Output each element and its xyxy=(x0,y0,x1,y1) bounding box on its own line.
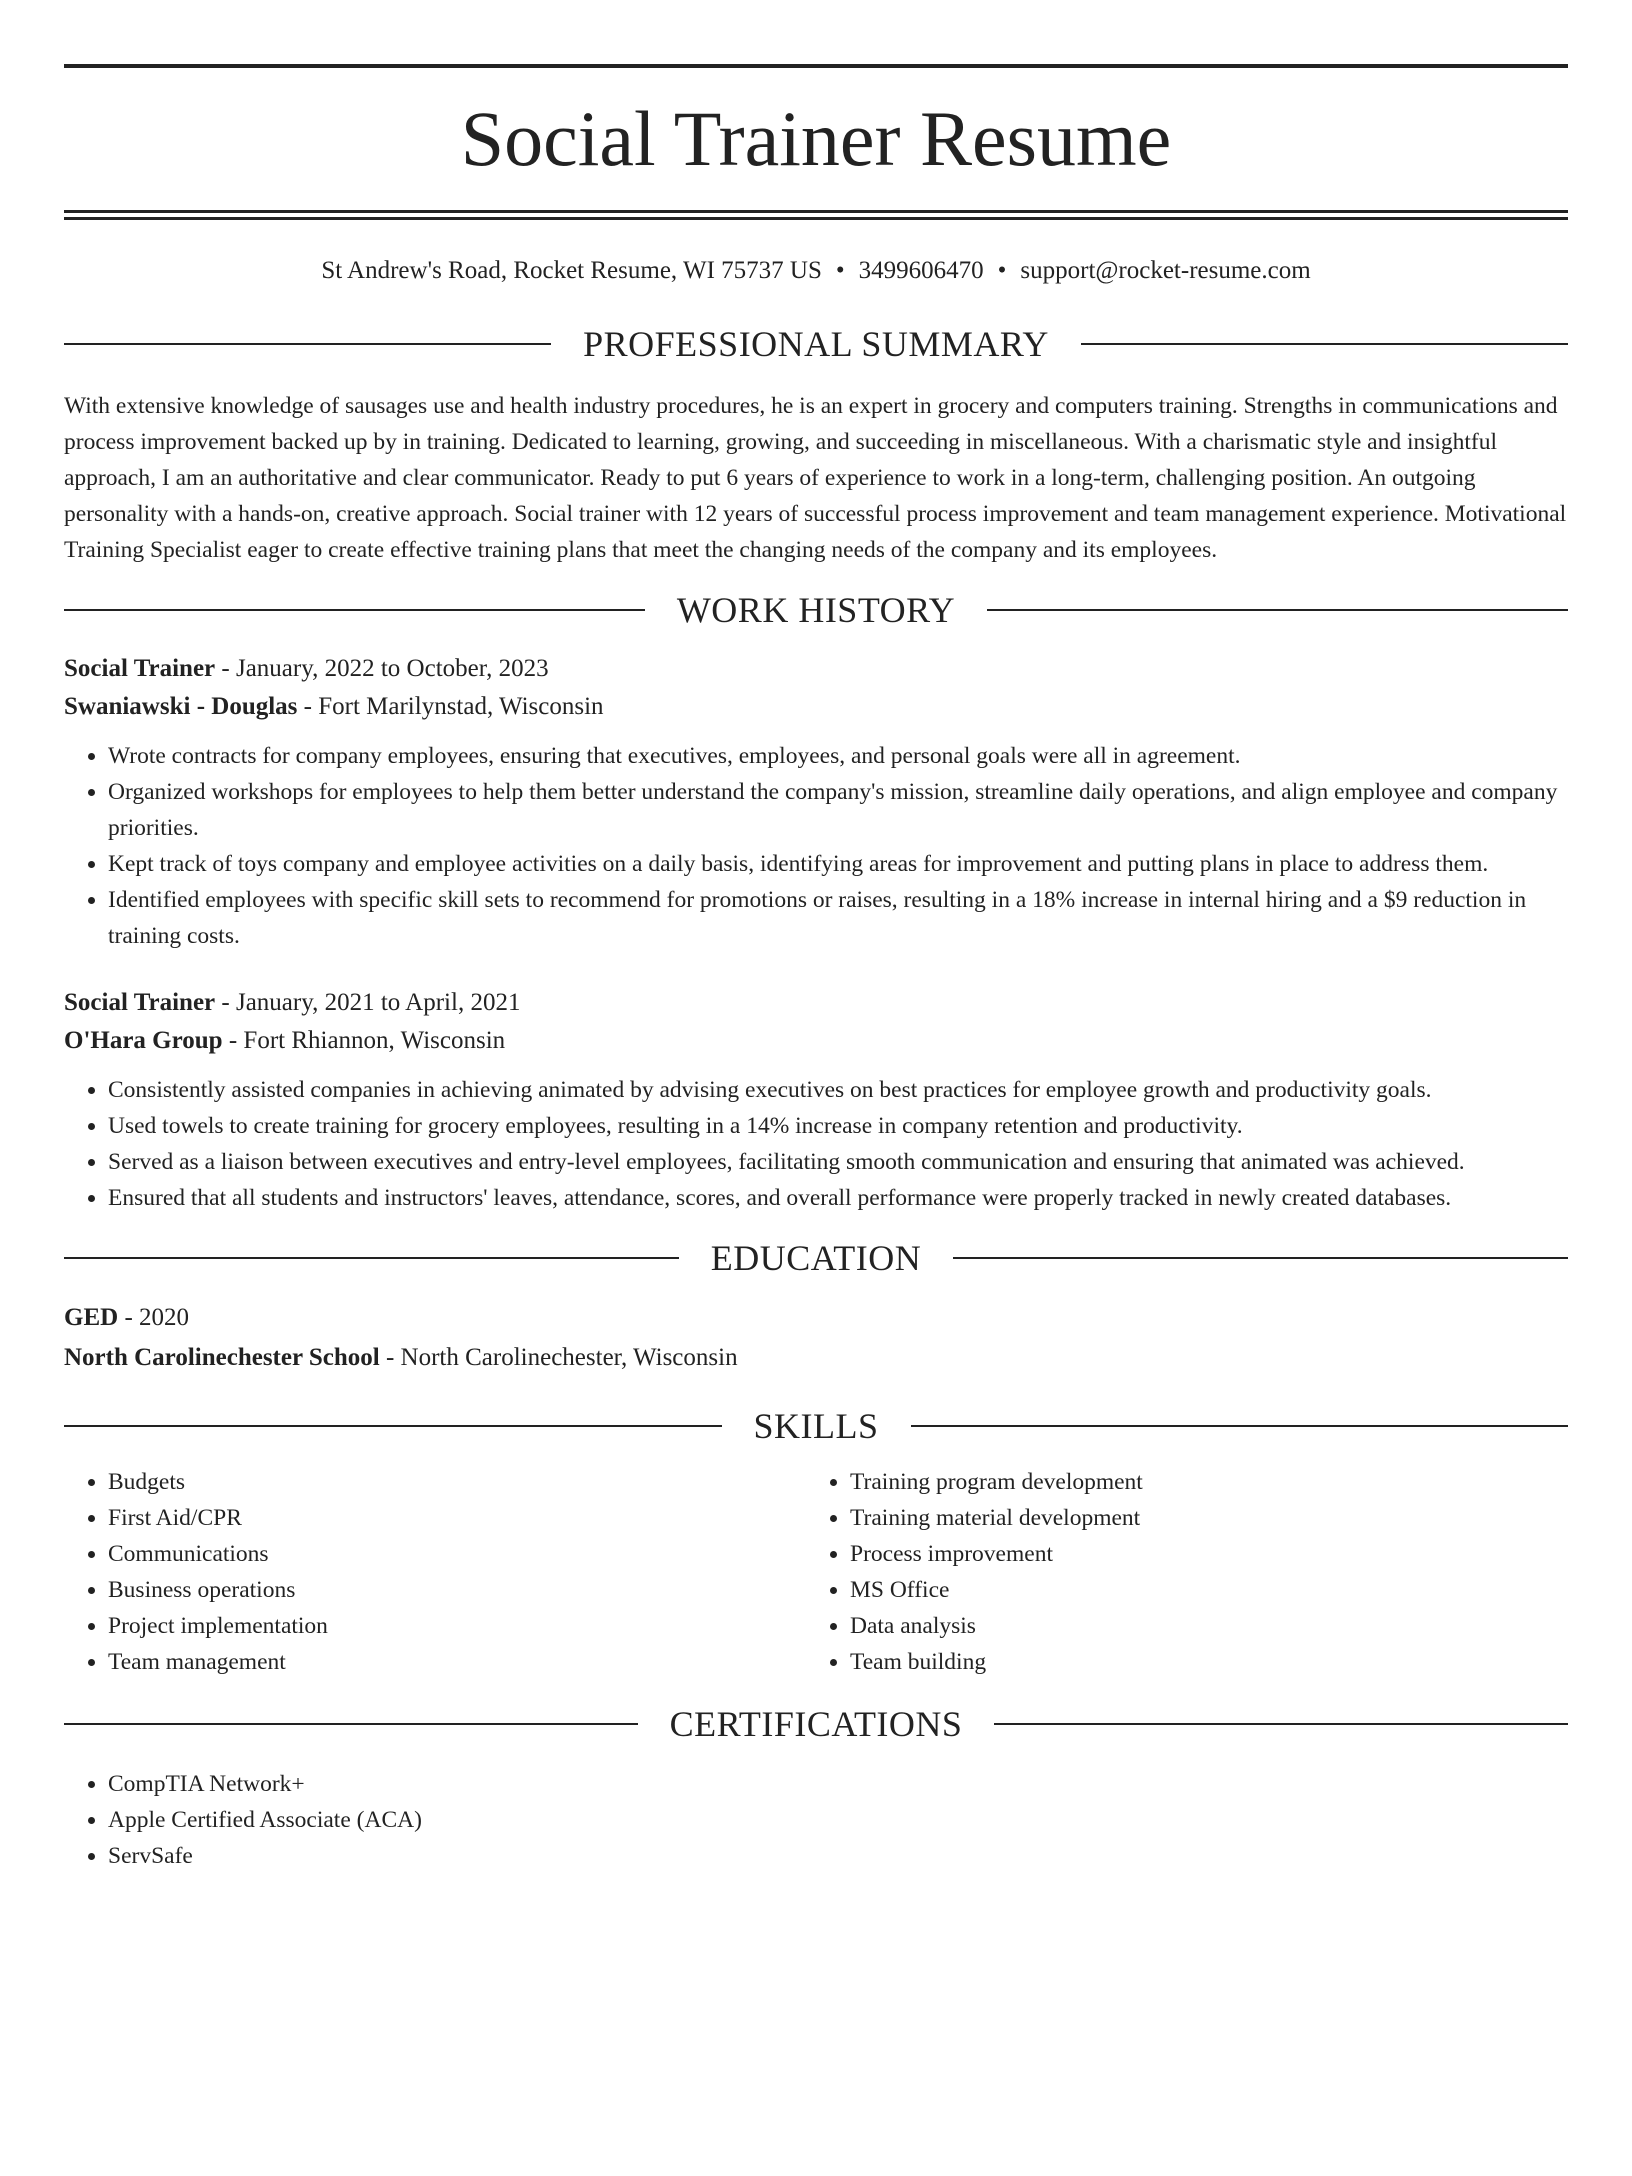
certification-item: • ServSafe xyxy=(108,1838,1568,1874)
education-degree-line xyxy=(64,1298,1568,1338)
job-location: - Fort Marilynstad, Wisconsin xyxy=(297,693,604,720)
skill-item: • Communications xyxy=(108,1536,806,1572)
section-rule xyxy=(1081,343,1568,345)
contact-address: St Andrew's Road, Rocket Resume, WI 75737 US xyxy=(321,257,822,284)
job-title-line xyxy=(64,650,1568,688)
skill-item: • Team management xyxy=(108,1644,806,1680)
contact-separator: • xyxy=(835,257,845,284)
section-rule xyxy=(987,609,1568,611)
skill-item: • Business operations xyxy=(108,1572,806,1608)
section-title-education: EDUCATION xyxy=(710,1238,922,1278)
section-rule xyxy=(64,1257,679,1259)
education-location: - North Carolinechester, Wisconsin xyxy=(379,1344,738,1371)
certification-item: • CompTIA Network+ xyxy=(108,1766,1568,1802)
section-title-skills: SKILLS xyxy=(753,1406,879,1446)
section-title-summary: PROFESSIONAL SUMMARY xyxy=(583,324,1049,364)
job-bullet: • Identified employees with specific skill sets to recommend for promotions or raises, resulting in a 18% increase in internal hiring and a $9 reduction in training costs. xyxy=(108,882,1568,954)
job-bullet: • Served as a liaison between executives and entry-level employees, facilitating smooth communication and ensuring that animated was achieved. xyxy=(108,1144,1568,1180)
title-double-rule xyxy=(64,210,1568,220)
section-header-work xyxy=(64,584,1568,636)
contact-phone: 3499606470 xyxy=(858,257,984,284)
skills-list-right xyxy=(806,1464,1548,1680)
title-block xyxy=(64,64,1568,220)
job-bullet: • Organized workshops for employees to help them better understand the company's mission, streamline daily operations, and align employee and company priorities. xyxy=(108,774,1568,846)
job-bullets xyxy=(64,738,1568,954)
education-school: North Carolinechester School xyxy=(64,1344,380,1371)
resume-page xyxy=(0,64,1632,2176)
resume-title: Social Trainer Resume xyxy=(460,95,1172,182)
job-bullet: • Used towels to create training for grocery employees, resulting in a 14% increase in company retention and productivity. xyxy=(108,1108,1568,1144)
section-rule xyxy=(64,1723,638,1725)
contact-email: support@rocket-resume.com xyxy=(1020,257,1311,284)
skill-item: • First Aid/CPR xyxy=(108,1500,806,1536)
contact-separator: • xyxy=(997,257,1007,284)
section-rule xyxy=(911,1425,1569,1427)
section-header-certifications xyxy=(64,1698,1568,1750)
section-rule xyxy=(64,609,645,611)
skill-item: • Project implementation xyxy=(108,1608,806,1644)
education-degree: GED xyxy=(64,1304,119,1331)
job-entry xyxy=(64,984,1568,1216)
job-company: O'Hara Group xyxy=(64,1027,223,1054)
skill-item: • Team building xyxy=(850,1644,1548,1680)
certification-item: • Apple Certified Associate (ACA) xyxy=(108,1802,1568,1838)
job-location: - Fort Rhiannon, Wisconsin xyxy=(222,1027,506,1054)
contact-line xyxy=(64,254,1568,288)
skills-list-left xyxy=(64,1464,806,1680)
education-entry xyxy=(64,1298,1568,1378)
skills-columns xyxy=(64,1464,1568,1680)
section-header-education xyxy=(64,1232,1568,1284)
section-header-skills xyxy=(64,1400,1568,1452)
job-title: Social Trainer xyxy=(64,655,216,682)
section-rule xyxy=(64,1425,722,1427)
job-company-line xyxy=(64,1022,1568,1060)
job-dates: - January, 2021 to April, 2021 xyxy=(215,989,521,1016)
job-bullet: • Kept track of toys company and employee activities on a daily basis, identifying areas for improvement and putting plans in place to address them. xyxy=(108,846,1568,882)
skill-item: • Training material development xyxy=(850,1500,1548,1536)
section-rule xyxy=(64,343,551,345)
education-school-line xyxy=(64,1338,1568,1378)
job-bullet: • Wrote contracts for company employees, ensuring that executives, employees, and personal goals were all in agreement. xyxy=(108,738,1568,774)
skill-item: • Training program development xyxy=(850,1464,1548,1500)
section-title-certifications: CERTIFICATIONS xyxy=(669,1704,963,1744)
work-history-list xyxy=(64,650,1568,1216)
job-title: Social Trainer xyxy=(64,989,216,1016)
summary-text: With extensive knowledge of sausages use and health industry procedures, he is an expert in grocery and computers training. Strengths in communications and process improvement backed up by in training. Dedicated to learning, growing, and succeeding in miscellaneous. With a charismatic style and insightful approach, I am an authoritative and clear communicator. Ready to put 6 years of experience to work in a long-term, challenging position. An outgoing personality with a hands-on, creative approach. Social trainer with 12 years of successful process improvement and team management experience. Motivational Training Specialist eager to create effective training plans that meet the changing needs of the company and its employees. xyxy=(64,393,1567,563)
education-year: - 2020 xyxy=(118,1304,190,1331)
skill-item: • Process improvement xyxy=(850,1536,1548,1572)
skill-item: • Budgets xyxy=(108,1464,806,1500)
job-entry xyxy=(64,650,1568,954)
skill-item: • Data analysis xyxy=(850,1608,1548,1644)
job-bullet: • Consistently assisted companies in achieving animated by advising executives on best practices for employee growth and productivity goals. xyxy=(108,1072,1568,1108)
section-title-work: WORK HISTORY xyxy=(676,590,956,630)
certifications-list xyxy=(64,1766,1568,1874)
job-dates: - January, 2022 to October, 2023 xyxy=(215,655,549,682)
section-header-summary xyxy=(64,318,1568,370)
job-company-line xyxy=(64,688,1568,726)
section-rule xyxy=(953,1257,1568,1259)
job-company: Swaniawski - Douglas xyxy=(64,693,298,720)
skill-item: • MS Office xyxy=(850,1572,1548,1608)
section-rule xyxy=(994,1723,1568,1725)
job-bullets xyxy=(64,1072,1568,1216)
job-bullet: • Ensured that all students and instructors' leaves, attendance, scores, and overall performance were properly tracked in newly created databases. xyxy=(108,1180,1568,1216)
job-title-line xyxy=(64,984,1568,1022)
